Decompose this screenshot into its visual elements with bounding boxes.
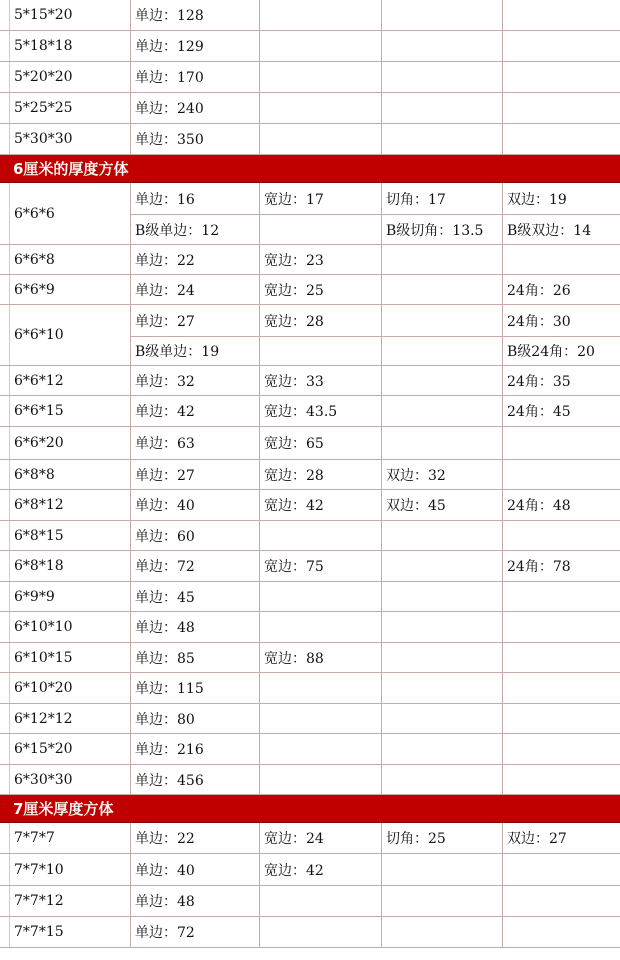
- price-cell: [381, 124, 502, 154]
- price-cell: 双边：45: [386, 498, 446, 514]
- table-row: [0, 673, 620, 704]
- price-cell: B级单边：19: [135, 344, 220, 360]
- table-row: [0, 612, 620, 643]
- price-cell: 单边：24: [135, 282, 195, 299]
- table-row: [0, 427, 620, 460]
- price-cell: [502, 62, 620, 92]
- size-cell: 5*30*30: [14, 131, 73, 147]
- price-cell: [381, 854, 502, 885]
- table-row: [0, 765, 620, 795]
- size-cell: 7*7*12: [14, 893, 64, 909]
- sub-row-divider: [130, 214, 620, 215]
- size-cell: 5*20*20: [14, 69, 73, 85]
- price-cell: [381, 366, 502, 395]
- price-cell: 24角：30: [507, 313, 571, 330]
- price-cell: [502, 704, 620, 733]
- price-cell: [259, 673, 381, 703]
- size-cell: 6*9*9: [14, 588, 55, 605]
- price-cell: [381, 62, 502, 92]
- price-cell: [502, 0, 620, 30]
- price-cell: 单边：456: [135, 772, 204, 789]
- price-cell: [502, 854, 620, 885]
- price-cell: [502, 124, 620, 154]
- price-cell: [381, 0, 502, 30]
- price-cell: 单边：129: [135, 39, 204, 55]
- table-row: [0, 582, 620, 612]
- price-cell: 单边：115: [135, 681, 204, 697]
- table-row: [0, 245, 620, 275]
- table-row: [0, 31, 620, 62]
- table-row: [0, 490, 620, 521]
- price-cell: [259, 704, 381, 733]
- price-cell: 宽边：25: [264, 282, 324, 299]
- price-cell: [502, 673, 620, 703]
- price-cell: 单边：72: [135, 925, 195, 941]
- size-cell: 6*10*15: [14, 649, 73, 666]
- price-cell: [381, 734, 502, 764]
- price-cell: 宽边：88: [264, 650, 324, 667]
- price-cell: 宽边：23: [264, 252, 324, 269]
- price-cell: 双边：19: [507, 191, 567, 208]
- size-cell: 6*6*8: [14, 251, 55, 268]
- price-cell: [502, 245, 620, 274]
- price-cell: B级双边：14: [507, 222, 592, 239]
- price-cell: 双边：27: [507, 831, 567, 847]
- price-cell: 单边：40: [135, 862, 195, 879]
- size-cell: 6*6*9: [14, 281, 55, 298]
- price-cell: B级24角：20: [507, 344, 595, 360]
- price-cell: 宽边：65: [264, 436, 324, 452]
- price-cell: [381, 31, 502, 61]
- price-cell: [259, 93, 381, 123]
- price-cell: [502, 427, 620, 459]
- price-cell: [259, 917, 381, 947]
- price-cell: [259, 62, 381, 92]
- price-cell: 双边：32: [386, 467, 446, 484]
- price-cell: [259, 612, 381, 642]
- price-cell: 单边：350: [135, 132, 204, 148]
- price-cell: 单边：48: [135, 620, 195, 636]
- table-row: [0, 551, 620, 582]
- table-row: [0, 366, 620, 396]
- size-cell: 6*8*18: [14, 558, 64, 574]
- price-cell: 单边：42: [135, 404, 195, 420]
- price-cell: 宽边：17: [264, 191, 324, 208]
- price-cell: 单边：60: [135, 528, 195, 545]
- price-cell: 宽边：75: [264, 559, 324, 575]
- price-cell: [381, 704, 502, 733]
- table-row: [0, 917, 620, 948]
- table-row: [0, 823, 620, 854]
- price-cell: 单边：22: [135, 252, 195, 269]
- size-cell: 6*6*12: [14, 372, 64, 389]
- table-row: [0, 521, 620, 551]
- price-cell: [259, 765, 381, 794]
- table-row: [0, 704, 620, 734]
- price-cell: [381, 396, 502, 426]
- table-row: [0, 124, 620, 155]
- price-cell: [502, 612, 620, 642]
- table-row: [0, 275, 620, 305]
- price-cell: 单边：16: [135, 191, 195, 208]
- size-cell: 5*15*20: [14, 7, 73, 23]
- price-cell: [381, 521, 502, 550]
- table-row: [0, 62, 620, 93]
- price-cell: 单边：72: [135, 559, 195, 575]
- size-cell: 5*18*18: [14, 38, 73, 54]
- price-cell: [502, 93, 620, 123]
- price-cell: [381, 612, 502, 642]
- size-cell: 7*7*10: [14, 861, 64, 878]
- size-cell: 6*30*30: [14, 771, 73, 788]
- price-cell: [381, 93, 502, 123]
- table-row: [0, 886, 620, 917]
- price-cell: [259, 582, 381, 611]
- section-header: [0, 155, 620, 183]
- price-cell: [381, 551, 502, 581]
- price-cell: 宽边：28: [264, 467, 324, 484]
- price-cell: 单边：27: [135, 467, 195, 484]
- price-cell: [381, 427, 502, 459]
- price-cell: B级单边：12: [135, 222, 220, 239]
- size-cell: 7*7*7: [14, 830, 55, 846]
- table-row: [0, 643, 620, 673]
- price-cell: [381, 765, 502, 794]
- price-cell: [502, 643, 620, 672]
- price-cell: 24角：48: [507, 498, 571, 514]
- section-title: 6厘米的厚度方体: [13, 160, 129, 178]
- table-row: [0, 183, 620, 245]
- size-cell: 7*7*15: [14, 924, 64, 940]
- table-row: [0, 93, 620, 124]
- table-row: [0, 0, 620, 31]
- price-cell: [502, 917, 620, 947]
- size-cell: 6*8*15: [14, 527, 64, 544]
- size-cell: 6*8*12: [14, 497, 64, 513]
- price-cell: [259, 214, 381, 245]
- price-cell: [502, 886, 620, 916]
- price-cell: [381, 305, 502, 336]
- price-cell: 24角：45: [507, 404, 571, 420]
- price-cell: 单边：128: [135, 8, 204, 24]
- size-cell: 6*8*8: [14, 466, 55, 483]
- section-header: [0, 795, 620, 823]
- price-cell: 单边：40: [135, 498, 195, 514]
- price-cell: [259, 886, 381, 916]
- section-title: 7厘米厚度方体: [13, 800, 114, 818]
- price-cell: 宽边：42: [264, 862, 324, 879]
- table-row: [0, 854, 620, 886]
- price-cell: 单边：32: [135, 373, 195, 390]
- price-cell: 宽边：42: [264, 498, 324, 514]
- price-cell: 单边：27: [135, 313, 195, 330]
- price-cell: [259, 521, 381, 550]
- price-cell: [259, 336, 381, 366]
- price-cell: [502, 460, 620, 489]
- price-cell: [502, 521, 620, 550]
- size-cell: 6*6*10: [14, 327, 64, 343]
- size-cell: 6*6*15: [14, 403, 64, 419]
- table-row: [0, 305, 620, 366]
- price-cell: [502, 31, 620, 61]
- price-cell: [502, 765, 620, 794]
- price-cell: 单边：216: [135, 742, 204, 758]
- price-cell: 单边：45: [135, 589, 195, 606]
- price-cell: 单边：63: [135, 436, 195, 452]
- table-row: [0, 734, 620, 765]
- size-cell: 6*12*12: [14, 710, 73, 727]
- price-cell: [381, 643, 502, 672]
- price-cell: [381, 673, 502, 703]
- size-cell: 6*6*20: [14, 435, 64, 451]
- price-cell: 24角：78: [507, 559, 571, 575]
- price-cell: B级切角：13.5: [386, 222, 484, 239]
- sub-row-divider: [130, 336, 620, 337]
- price-cell: 单边：170: [135, 70, 204, 86]
- table-row: [0, 396, 620, 427]
- price-cell: [259, 31, 381, 61]
- price-cell: [502, 734, 620, 764]
- table-row: [0, 460, 620, 490]
- price-cell: 切角：17: [386, 191, 446, 208]
- price-cell: [259, 0, 381, 30]
- price-cell: [502, 582, 620, 611]
- price-cell: 宽边：24: [264, 831, 324, 847]
- price-cell: 24角：26: [507, 282, 571, 299]
- price-cell: [381, 275, 502, 304]
- size-cell: 6*10*20: [14, 680, 73, 696]
- size-cell: 5*25*25: [14, 100, 73, 116]
- price-cell: 宽边：33: [264, 373, 324, 390]
- price-cell: 单边：80: [135, 711, 195, 728]
- price-cell: [259, 734, 381, 764]
- price-cell: 宽边：28: [264, 313, 324, 330]
- price-cell: [381, 886, 502, 916]
- size-cell: 6*10*10: [14, 619, 73, 635]
- price-cell: 宽边：43.5: [264, 404, 338, 420]
- size-cell: 6*6*6: [14, 205, 55, 222]
- price-cell: [259, 124, 381, 154]
- price-cell: 单边：22: [135, 831, 195, 847]
- size-cell: 6*15*20: [14, 741, 73, 757]
- price-cell: 单边：48: [135, 894, 195, 910]
- price-cell: 24角：35: [507, 373, 571, 390]
- price-cell: [381, 336, 502, 366]
- price-cell: [381, 582, 502, 611]
- price-cell: 单边：85: [135, 650, 195, 667]
- price-cell: [381, 917, 502, 947]
- price-cell: 切角：25: [386, 831, 446, 847]
- price-cell: 单边：240: [135, 101, 204, 117]
- price-cell: [381, 245, 502, 274]
